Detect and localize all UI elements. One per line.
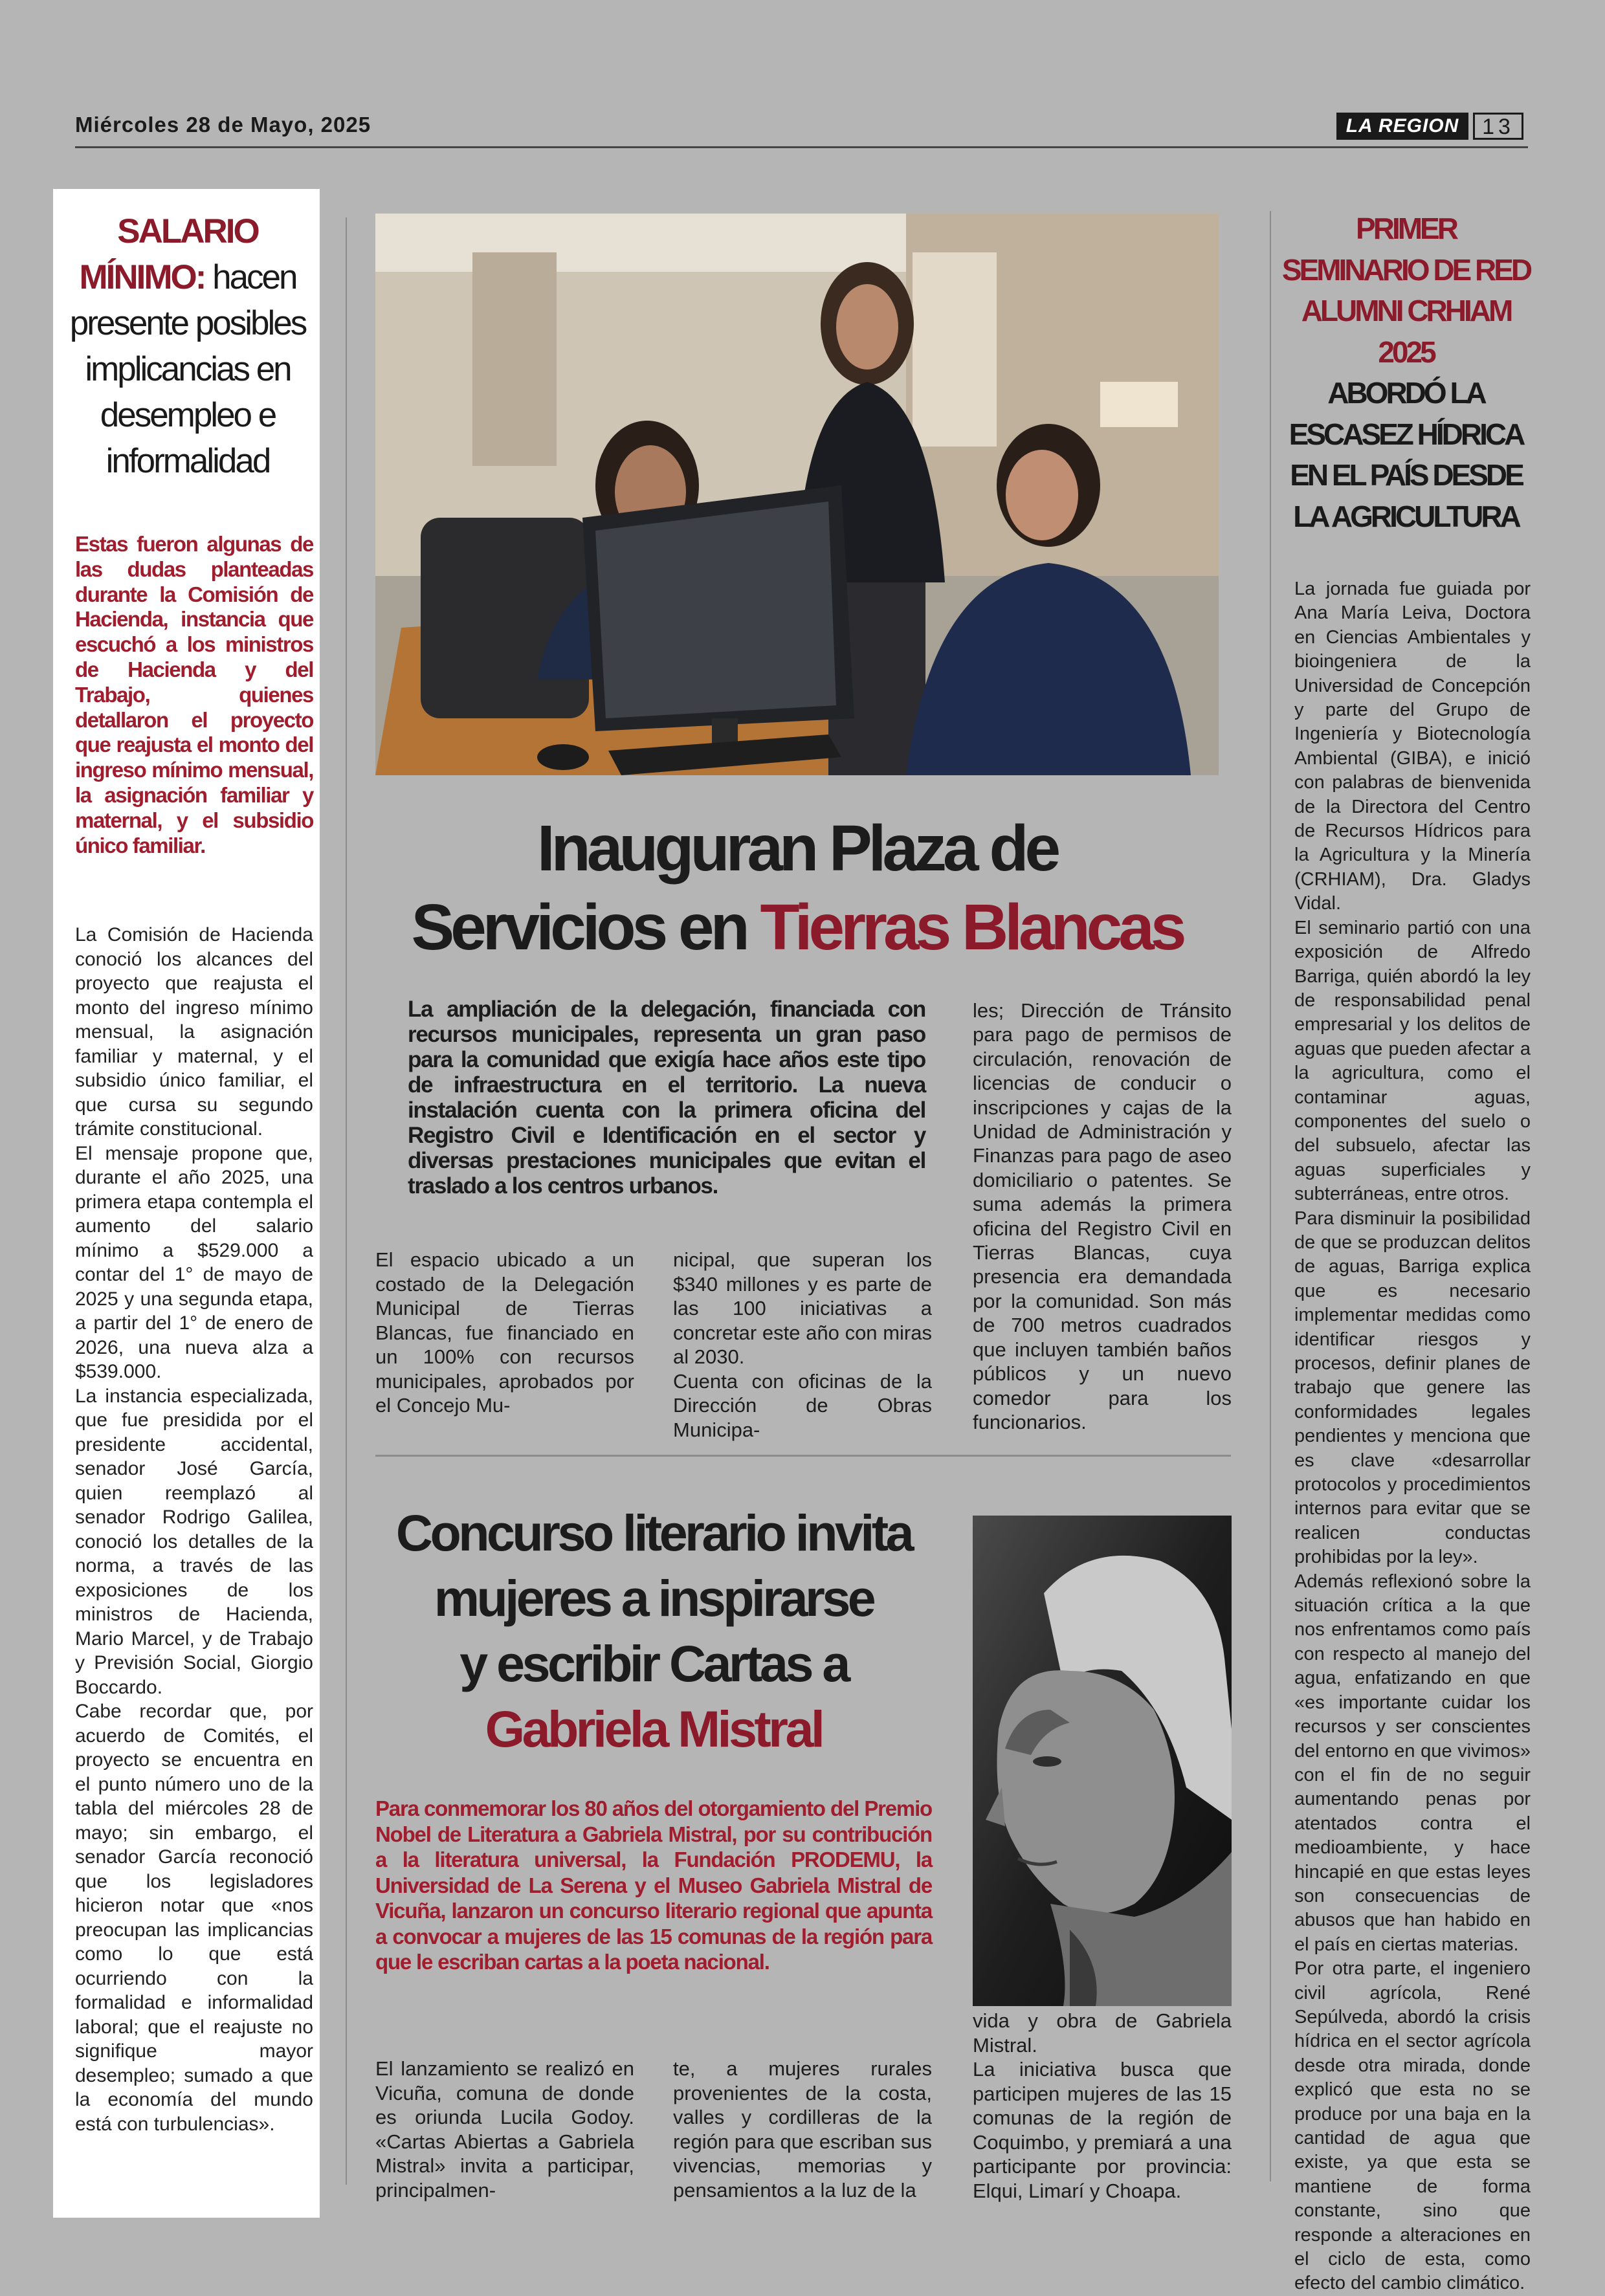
main-story-column-1: El espacio ubicado a un costado de la Delegación Municipal de Tierras Blancas, fue financiado en un 100% con recursos municipales, aprobados por el Concejo Mu- [375,1248,634,1417]
newspaper-logo: LA REGION [1336,113,1468,140]
column-rule-right [1270,211,1271,2181]
main-story-column-2: nicipal, que superan los $340 millones y es parte de las 100 iniciativas a concretar este año con miras al 2030. Cuenta con oficinas de la Dirección de Obras Municipa- [673,1248,932,1441]
second-story-column-1: El lanzamiento se realizó en Vicuña, comuna de donde es oriunda Lucila Godoy. «Cartas Abiertas a Gabriela Mistral» invita a participar, principalmen- [375,2057,634,2202]
right-headline-rest: ABORDÓ LA ESCASEZ HÍDRICA EN EL PAÍS DESDE LA AGRICULTURA [1289,376,1523,533]
left-story-body: La Comisión de Hacienda conoció los alcances del proyecto que reajusta el monto del ingreso mínimo mensual, la asignación familiar y maternal, y el subsidio único familiar, el que cursa su segundo trámite constitucional. El mensaje propone que, durante el año 2025, una primera etapa contempla el aumento del salario mínimo a $529.000 a contar del 1° de mayo de 2025 y una segunda etapa, a partir del 1° de enero de 2026, una nueva alza a $539.000. La instancia especializada, que fue presidida por el presidente accidental, senador José García, quien reemplazó al senador Rodrigo Galilea, conoció los detalles de la norma, a través de las exposiciones de los ministros de Hacienda, Mario Marcel, y de Trabajo y Previsión Social, Giorgio Boccardo. Cabe recordar que, por acuerdo de Comités, el proyecto se encuentra en el punto número uno de la tabla del miércoles 28 de mayo; sin embargo, el senador García reconoció que los legisladores hicieron notar que «nos preocupan las implicancias como lo que está ocurriendo con la formalidad e informalidad laboral; que el reajuste no signifique mayor desempleo; sumado a que la economía del mundo está con turbulencias». [75,924,313,2135]
second-story-column-3: vida y obra de Gabriela Mistral. La iniciativa busca que participen mujeres de las 15 comunas de la región de Coquimbo, y premiará a una participante por provincia: Elqui, Limarí y Choapa. [973,2009,1232,2202]
second-story-column-2: te, a mujeres rurales provenientes de la costa, valles y cordilleras de la región para que escriban sus vivencias, memorias y pensamientos a la luz de la [673,2057,932,2202]
left-headline-rest: hacen presente posibles implicancias en desempleo e informalidad [69,258,306,480]
right-story-body: La jornada fue guiada por Ana María Leiva, Doctora en Ciencias Ambientales y bioingeniera de la Universidad de Concepción y parte del Grupo de Ingeniería y Biotecnología Ambiental (GIBA), e inició con palabras de bienvenida de la Directora del Centro de Recursos Hídricos para la Agricultura y la Minería (CRHIAM), Dra. Gladys Vidal. El seminario partió con una exposición de Alfredo Barriga, quién abordó la ley de responsabilidad penal empresarial y los delitos de aguas que pueden afectar a la agricultura, como el contaminar aguas, componentes del suelo o del subsuelo, afectar las aguas superficiales y subterráneas, entre otros. Para disminuir la posibilidad de que se produzcan delitos de aguas, Barriga explica que es necesario implementar medidas como identificar riesgos y procesos, definir planes de trabajo que genere las conformidades legales pendientes y menciona que es clave «desarrollar protocolos y procedimientos internos para evitar que se realicen conductas prohibidas por la ley». Además reflexionó sobre la situación crítica a la que nos enfrentamos como país con respecto al manejo del agua, enfatizando en que «es importante cuidar los recursos y ser conscientes del entorno en que vivimos» con el fin de no seguir aumentando penas por atentados contra el medioambiente, y hace hincapié en que estas leyes son consecuencias de abusos que han habido en el país en ciertas materias. Por otra parte, el ingeniero civil agrícola, René Sepúlveda, abordó la crisis hídrica en el sector agrícola desde otra mirada, donde explicó que esta no se produce por una baja en la cantidad de agua que existe, ya que esta se mantiene de forma constante, sino que responde a alteraciones en el ciclo de esta, como efecto del cambio climático. [1294,579,1531,2294]
right-headline-highlight: PRIMER SEMINARIO DE RED ALUMNI CRHIAM 2025 [1281,212,1531,369]
issue-date: Miércoles 28 de Mayo, 2025 [75,113,371,137]
second-story-title [375,1500,932,1761]
main-title-highlight: Tierras Blancas [760,891,1183,964]
right-story-headline [1281,208,1531,537]
main-title-line2 [375,888,1219,967]
second-story-lead: Para conmemorar los 80 años del otorgamiento del Premio Nobel de Literatura a Gabriela Mistral, por su contribución a la literatura universal, la Fundación PRODEMU, la Universidad de La Serena y el Museo Gabriela Mistral de Vicuña, lanzaron un concurso literario regional que apunta a convocar a mujeres de las 15 comunas de la región para que le escriban cartas a la poeta nacional. [375,1796,932,1974]
main-story-column-3: les; Dirección de Tránsito para pago de permisos de circulación, renovación de licencias de conducir o inscripciones y cajas de la Unidad de Administración y Finanzas para pago de aseo domiciliario o patentes. Se suma además la primera oficina del Registro Civil en Tierras Blancas, cuya presencia era demandada por la comunidad. Son más de 700 metros cuadrados que incluyen también baños públicos y un nuevo comedor para los funcionarios. [973,999,1232,1433]
second-title-highlight: Gabriela Mistral [485,1700,823,1758]
main-title-line2-prefix: Servicios en [411,891,760,964]
main-story-lead: La ampliación de la delegación, financiada con recursos municipales, representa un gran paso para la comunidad que exigía hace años este tipo de infraestructura en el territorio. La nueva instalación cuenta con la primera oficina del Registro Civil e Identificación en el sector y diversas prestaciones municipales que evitan el traslado a los centros urbanos. [408,997,925,1198]
gabriela-mistral-portrait [973,1516,1232,2006]
office-photo [375,214,1219,775]
story-divider [375,1455,1231,1457]
left-story-headline [65,208,311,484]
left-story-lead: Estas fueron algunas de las dudas planteadas durante la Comisión de Hacienda, instancia que escuchó a los ministros de Hacienda y del Trabajo, quienes detallaron el proyecto que reajusta el monto del ingreso mínimo mensual, la asignación familiar y maternal, y el subsidio único familiar. [75,532,313,857]
header-rule [75,146,1528,148]
second-title-line2: mujeres a inspirarse [434,1569,874,1627]
main-title-line1: Inauguran Plaza de [537,812,1057,885]
column-rule-left [346,217,347,2185]
left-headline-highlight: SALARIO MÍNIMO: [79,212,258,296]
page-number: 13 [1473,113,1523,140]
main-story-title [375,809,1219,967]
second-title-line1: Concurso literario invita [395,1504,912,1562]
second-title-line3: y escribir Cartas a [459,1635,848,1692]
